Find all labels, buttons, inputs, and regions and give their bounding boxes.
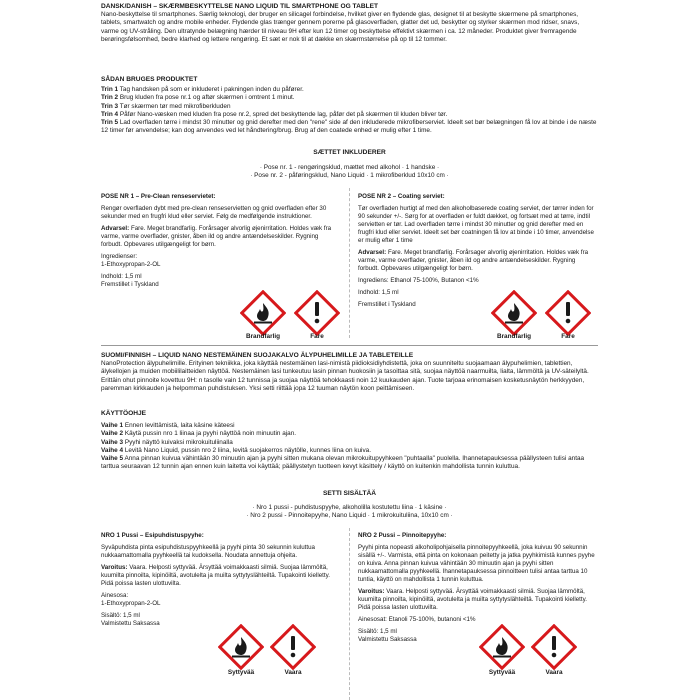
finnish-pose2: NRO 2 Pussi – Pinnoitepyyhe: Pyyhi pinta nopeasti alkoholipohjaisella pinnoitepyyhkeellä, joka kuivuu 90 sekunnin sisällä +/-. Varmista, että pinta on kokonaan peitetty ja jatka pyyhkimistä kunnes pyyhe on kuiva. Anna pinnan kuivua vähintään 30 minuutin ajan ja pyyhi sitten nukkaamattomalla pyyhkeellä. Ihannetapauksessa pinnoitteen tulisi antaa tarttua 10 tuntia, käyttö on mahdollista 1 tunnin kuluttua. Varoitus: Vaara. Helposti syttyvää. Ärsyttää voimakkaasti silmiä. Suojaa lämmöltä, kuumilta pinnoilta, kipinöiltä, avotulelta ja muilta syttytyslähteiltä. Tupakointi kielletty. Pidä poissa lasten ulottuvilta. Ainesosat: Etanoli 75-100%, butanoni <1% Sisältö: 1,5 ml Valmistettu Saksassa [358,532,595,643]
danish-usage-title: SÅDAN BRUGES PRODUKTET [101,76,198,83]
finnish-pose2-ingredients: Ainesosat: Etanoli 75-100%, butanoni <1% [358,616,476,623]
danish-pose1-text: Rengør overfladen dybt med pre-clean renseservietten og gnid overfladen efter 30 sekunder med en frugfri klud eller serviet. Følg de medfølgende instruktioner. [101,205,327,220]
finnish-title: SUOMI/FINNISH – LIQUID NANO NESTEMÄINEN SUOJAKALVO ÄLYPUHELIMILLE JA TABLETEILLE [101,352,414,359]
danish-set-title: SÆTTET INKLUDERER [313,149,386,156]
danish-step: Trin 2 Brug kluden fra pose nr.1 og aftør skærmen i omtrent 1 minut. [101,94,295,102]
danish-pose1-pict1-label: Brandfarlig [245,333,281,340]
finnish-intro-section [101,352,598,393]
danish-pose2-made-in: Fremstillet i Tyskland [358,301,416,308]
danish-pose2-content: Indhold: 1,5 ml [358,289,399,296]
danish-set-item: · Pose nr. 2 - påføringsklud, Nano Liquid · 1 mikrofiberklud 10x10 cm · [250,172,449,180]
danish-pose1-ingredients: Ingredienser: [101,253,138,260]
danish-step: Trin 3 Tør skærmen tør med mikrofiberkluden [101,102,231,110]
finnish-usage-title: KÄYTTÖOHJE [101,410,147,417]
finnish-pose2-pict2-label: Vaara [545,669,563,676]
danish-pose2-pict2-label: Fare [561,333,575,340]
finnish-pose1-warning: Vaara. Helposti syttyvää. Ärsyttää voimakkaasti silmiä. Suojaa lämmöltä, kuumilta pinnoilta, kipinöiltä, avotulelta ja muilta syttytyslähteiltä. Tupakointi kielletty. Pidä poissa lasten ulottuvilta. [101,564,330,587]
section-divider [101,345,598,346]
danish-pose1-warning: Fare. Meget brandfarlig. Forårsager alvorlig øjenirritation. Holdes væk fra varme, varme overflader, gnister, åben ild og andre antændelseskilder. Rygning forbudt. Opbevares utilgængeligt for børn. [101,225,332,248]
finnish-set-item: · Nro 1 pussi - puhdistuspyyhe, alkoholilla kostutettu liina · 1 käsine · [252,504,447,512]
finnish-pose1-title: NRO 1 Pussi – Esipuhdistuspyyhe: [101,532,204,539]
danish-pose1: POSE NR 1 – Pre-Clean renseservietet: Rengør overfladen dybt med pre-clean renseservietten og gnid overfladen efter 30 sekunder med en frugfri klud eller serviet. Følg de medfølgende instruktioner. Advarsel: Fare. Meget brandfarlig. Forårsager alvorlig øjenirritation. Holdes væk fra varme, varme overflader, gnister, åben ild og andre antændelseskilder. Rygning forbudt. Opbevares utilgængeligt for børn. Ingredienser: 1-Ethoxypropan-2-OL Indhold: 1,5 ml Fremstillet i Tyskland [101,193,339,293]
danish-pose2: POSE NR 2 – Coating serviet: Tør overfladen hurtigt af med den alkoholbaserede coating serviet, der tørrer inden for 90 sekunder +/-. Sørg for at overfladen er fuldt dækket, og fortsæt med at tørre, indtil servietten er tør. Lad overfladen tørre i mindst 30 minutter og gnid derefter med en frugfri klud eller serviet. Ideelt set bør coatningen få lov at binde i 10 timer, anvendelse er mulig efter 1 time Advarsel: Fare. Meget brandfarlig. Forårsager alvorlig øjenirritation. Holdes væk fra varme, varme overflader, gnister, åben ild og andre antændelseskilder. Rygning forbudt. Opbevares utilgængeligt for børn. Ingrediens: Ethanol 75-100%, Butanon <1% Indhold: 1,5 ml Fremstillet i Tyskland [358,193,596,313]
finnish-pose1-pict1-label: Syttyvää [227,669,255,676]
danish-pose1-made-in: Fremstillet i Tyskland [101,281,159,288]
danish-step: Trin 1 Tag handsken på som er inkluderet i pakningen inden du påfører. [101,86,304,94]
flame-icon [218,624,264,670]
danish-pose2-ingredients: Ingrediens: Ethanol 75-100%, Butanon <1% [358,277,479,284]
danish-pose2-pict1-label: Brandfarlig [496,333,532,340]
column-divider [349,188,350,338]
finnish-pose1-content: Sisältö: 1,5 ml [101,612,140,619]
finnish-pose2-title: NRO 2 Pussi – Pinnoitepyyhe: [358,532,447,539]
finnish-step: Vaihe 2 Käytä pussin nro 1 liinaa ja pyyhi näyttöä noin minuutin ajan. [101,430,297,438]
exclamation-icon [545,290,591,336]
danish-pose2-title: POSE NR 2 – Coating serviet: [358,193,445,200]
flame-icon [479,624,525,670]
flame-icon [491,290,537,336]
finnish-pose2-text: Pyyhi pinta nopeasti alkoholipohjaisella pinnoitepyyhkeellä, joka kuivuu 90 sekunnin sisällä +/-. Varmista, että pinta on kokonaan peitetty ja jatka pyyhkimistä kunnes pyyhe on kuiva. Anna pinnan kuivua vähintään 30 minuutin ajan ja pyyhi sitten nukkaamattomalla pyyhkeellä. Ihannetapauksessa pinnoitteen tulisi antaa tarttua 10 tuntia, käyttö on mahdollista 1 tunnin kuluttua. [358,544,595,583]
finnish-intro: NanoProtection älypuhelimille. Erityinen tekniikka, joka käyttää nestemäinen lasi-nimistä piidioksidiyhdistettä, joka on suunniteltu suojaamaan älypuhelimien, tablettien, älykellojen ja muiden mobiililaitteiden näyttöä. Nestemäinen lasi tunkeutuu lasin pinnan huokosiin ja tasoittaa sitä, suojaa näyttöä naarmuilta, lialta, lämmöltä ja UV-säteilyltä. Erittäin ohut pinnoite kovettuu 9H: n tasolle vain 12 tunnissa ja suojaa näyttöä tehokkaasti noin 12 kuukauden ajan. Tuote tarjoaa erinomaisen kosketusnäytön herkkyyden, paremman kirkkauden ja helpomman puhdistuksen. Yksi setti riittää jopa 12 tuuman näytön koon peittämiseen. [101,360,589,392]
danish-pose1-title: POSE NR 1 – Pre-Clean renseservietet: [101,193,216,200]
finnish-pose2-warning: Vaara. Helposti syttyvää. Ärsyttää voimakkaasti silmiä. Suojaa lämmöltä, kuumilta pinnoilta, kipinöiltä, avotulelta ja muilta syttytyslähteiltä. Tupakointi kielletty. Pidä poissa lasten ulottuvilta. [358,588,587,611]
danish-intro: Nano-beskyttelse til smartphones. Særlig teknologi, der bruger en silicagel forbindelse, hvilket giver en flydende glas, designet til at beskytte skærmene på smartphones, tablets, smartwatch og andre mobile enheder. Flydende glas trænger gennem porerne på glasoverfladen, glatter det ud, beskytter og styrker skærmen mod ridser, snavs, varme og UV-stråling. Den ultratynde belægning hærder til niveau 9H efter kun 12 timer og beskyttelse effektivt skærmen i ca. 12 måneder. Produktet giver fremragende berøringsfølsomhed, bedre klarhed og lettere rengøring. Et sæt er nok til at dække en skærmstørrelse på op til 12 tommer. [101,11,580,43]
danish-pose2-text: Tør overfladen hurtigt af med den alkoholbaserede coating serviet, der tørrer inden for 90 sekunder +/-. Sørg for at overfladen er fuldt dækket, og fortsæt med at tørre, indtil servietten er tør. Lad overfladen tørre i mindst 30 minutter og gnid derefter med en frugfri klud eller serviet. Ideelt set bør coatningen få lov at binde i 10 timer, anvendelse er mulig efter 1 time [358,205,594,244]
danish-pose1-ingredient: 1-Ethoxypropan-2-OL [101,261,161,268]
finnish-set-title: SETTI SISÄLTÄÄ [323,490,376,497]
exclamation-icon [270,624,316,670]
finnish-pose1-text: Syväpuhdista pinta esipuhdistuspyyhkeellä ja pyyhi pinta 30 sekunnin kuluttua nukkaamattomalla pyyhkeellä tai kudoksella. Noudata annettuja ohjeita. [101,544,315,559]
finnish-step: Vaihe 4 Levitä Nano Liquid, pussin nro 2 liina, levitä suojakerros näytölle, kunnes liina on kuiva. [101,446,371,454]
finnish-usage-section [101,410,598,471]
finnish-pose2-content: Sisältö: 1,5 ml [358,628,397,635]
finnish-pose1: NRO 1 Pussi – Esipuhdistuspyyhe: Syväpuhdista pinta esipuhdistuspyyhkeellä ja pyyhi pinta 30 sekunnin kuluttua nukkaamattomalla pyyhkeellä tai kudoksella. Noudata annettuja ohjeita. Varoitus: Vaara. Helposti syttyvää. Ärsyttää voimakkaasti silmiä. Suojaa lämmöltä, kuumilta pinnoilta, kipinöiltä, avotulelta ja muilta syttytyslähteiltä. Tupakointi kielletty. Pidä poissa lasten ulottuvilta. Ainesosa: 1-Ethoxypropan-2-OL Sisältö: 1,5 ml Valmistettu Saksassa [101,532,339,632]
danish-set-item: · Pose nr. 1 - rengøringsklud, mættet med alkohol · 1 handske · [259,164,440,172]
exclamation-icon [294,290,340,336]
finnish-pose2-made-in: Valmistettu Saksassa [358,636,417,643]
finnish-pose2-pict1-label: Syttyvää [488,669,516,676]
finnish-pose1-ingredients: Ainesosa: [101,592,129,599]
flame-icon [240,290,286,336]
danish-pose1-pict2-label: Fare [310,333,324,340]
finnish-step: Vaihe 3 Pyyhi näyttö kuivaksi mikrokuituliinalla [101,438,233,446]
danish-step: Trin 4 Påfør Nano-væsken med kluden fra pose nr.2, spred det beskyttende lag, påfør det på skærmen til kluden bliver tør. [101,110,448,118]
finnish-pose1-pict2-label: Vaara [284,669,302,676]
column-divider [349,528,350,700]
danish-pose1-content: Indhold: 1,5 ml [101,273,142,280]
danish-step: Trin 5 Lad overfladen tørre i mindst 30 minutter og gnid derefter med den "rene" side af den inkluderede mikrofiberserviet. Ideelt set bør belægningen få lov at binde i de næste 12 timer før anvendelse; kan dog anvendes ved let håndtering/brug. Brug af den coatede enhed er mulig efter 1 time. [101,119,597,135]
finnish-pose1-ingredient: 1-Ethoxypropan-2-OL [101,600,161,607]
danish-intro-section [101,3,598,44]
exclamation-icon [531,624,577,670]
finnish-pose1-made-in: Valmistettu Saksassa [101,620,160,627]
danish-title: DANSK/DANISH – SKÆRMBESKYTTELSE NANO LIQUID TIL SMARTPHONE OG TABLET [101,3,379,10]
finnish-set-item: · Nro 2 pussi - Pinnoitepyyhe, Nano Liquid · 1 mikrokuituliina, 10x10 cm · [246,512,453,520]
finnish-step: Vaihe 1 Ennen levittämistä, laita käsine käteesi [101,422,235,430]
finnish-set-section [101,490,598,521]
finnish-step: Vaihe 5 Anna pinnan kuivua vähintään 30 minuutin ajan ja pyyhi sitten mukana olevan mikrokuitupyyhkeen "puhtaalla" puolella. Ihannetapauksessa päällysteen tulisi antaa tarttua seuraavan 12 tunnin ajan ennen kuin laitetta voi käyttää; päällystetyn tuotteen kevyt käsittely / käyttö on kuitenkin mahdollista tunnin kuluttua. [101,455,585,471]
danish-set-section [101,149,598,181]
danish-pose2-warning: Fare. Meget brandfarlig. Forårsager alvorlig øjenirritation. Holdes væk fra varme, varme overflader, gnister, åben ild og andre antændelseskilder. Rygning forbudt. Opbevares utilgængeligt for børn. [358,249,589,272]
danish-usage-section [101,76,598,135]
